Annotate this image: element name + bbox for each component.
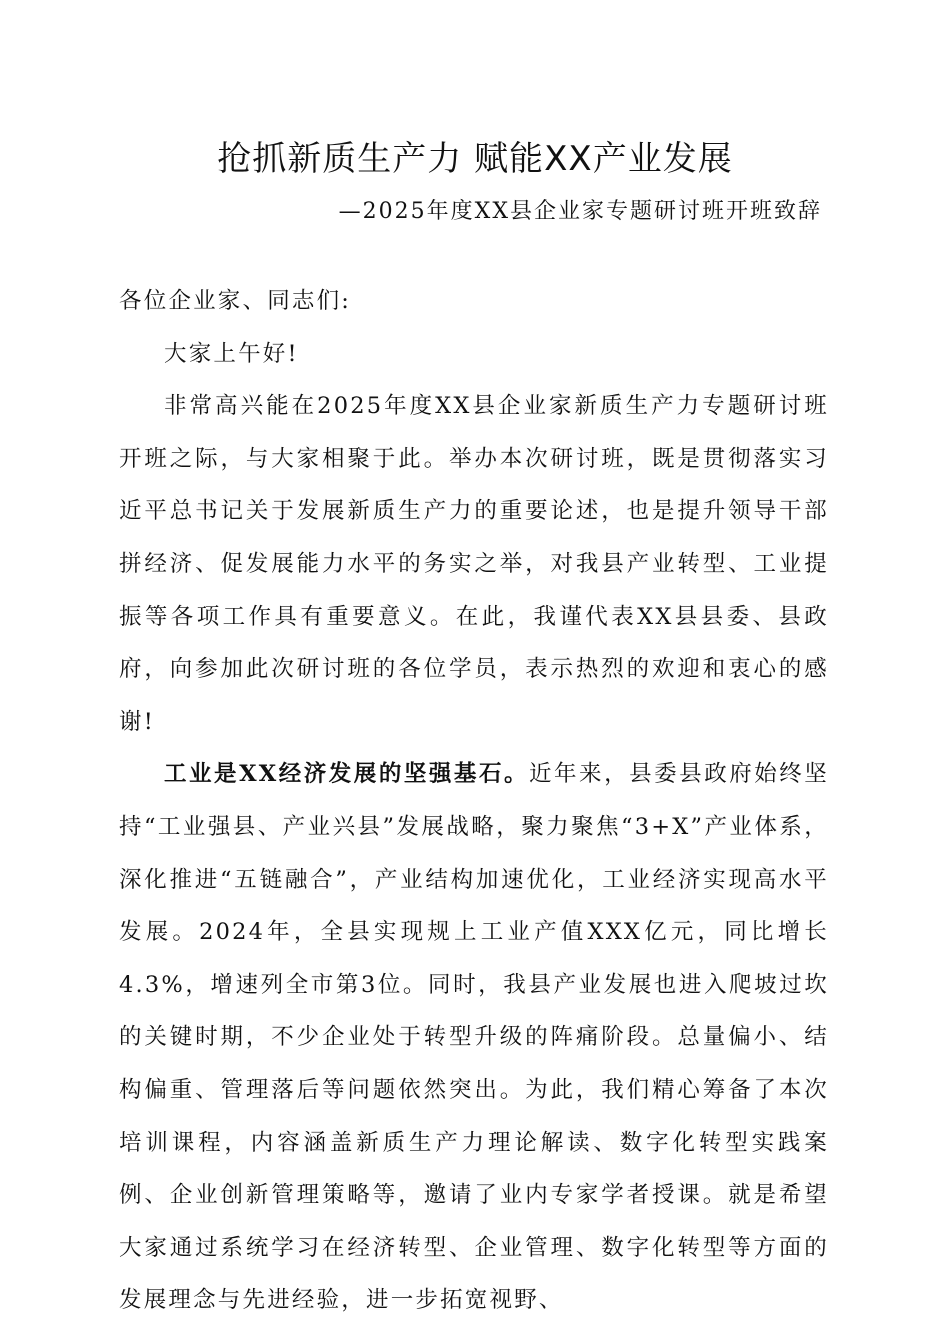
paragraph-1: 非常高兴能在2025年度XX县企业家新质生产力专题研讨班开班之际，与大家相聚于此。举办本次研讨班，既是贯彻落实习近平总书记关于发展新质生产力的重要论述，也是提升领导干部拼经济、促发展能力水平的务实之举，对我县产业转型、工业提振等各项工作具有重要意义。在此，我谨代表XX县县委、县政府，向参加此次研讨班的各位学员，表示热烈的欢迎和衷心的感谢! xyxy=(119,393,829,735)
document-subtitle: —2025年度XX县企业家专题研讨班开班致辞 xyxy=(338,199,822,224)
paragraph-2-lead: 工业是XX经济发展的坚强基石。 xyxy=(164,761,529,788)
document-body xyxy=(119,275,829,1327)
document-title: 抢抓新质生产力 赋能XX产业发展 xyxy=(217,139,733,179)
paragraph-2 xyxy=(119,748,829,1327)
greeting: 大家上午好! xyxy=(164,340,299,367)
salutation: 各位企业家、同志们: xyxy=(119,288,352,314)
paragraph-2-text: 近年来，县委县政府始终坚持“工业强县、产业兴县”发展战略，聚力聚焦“3+X”产业体系，深化推进“五链融合”，产业结构加速优化，工业经济实现高水平发展。2024年，全县实现规上工业产值XXX亿元，同比增长4.3%，增速列全市第3位。同时，我县产业发展也进入爬坡过坎的关键时期，不少企业处于转型升级的阵痛阶段。总量偏小、结构偏重、管理落后等问题依然突出。为此，我们精心筹备了本次培训课程，内容涵盖新质生产力理论解读、数字化转型实践案例、企业创新管理策略等，邀请了业内专家学者授课。就是希望大家通过系统学习在经济转型、企业管理、数字化转型等方面的发展理念与先进经验，进一步拓宽视野、 xyxy=(119,761,829,1314)
